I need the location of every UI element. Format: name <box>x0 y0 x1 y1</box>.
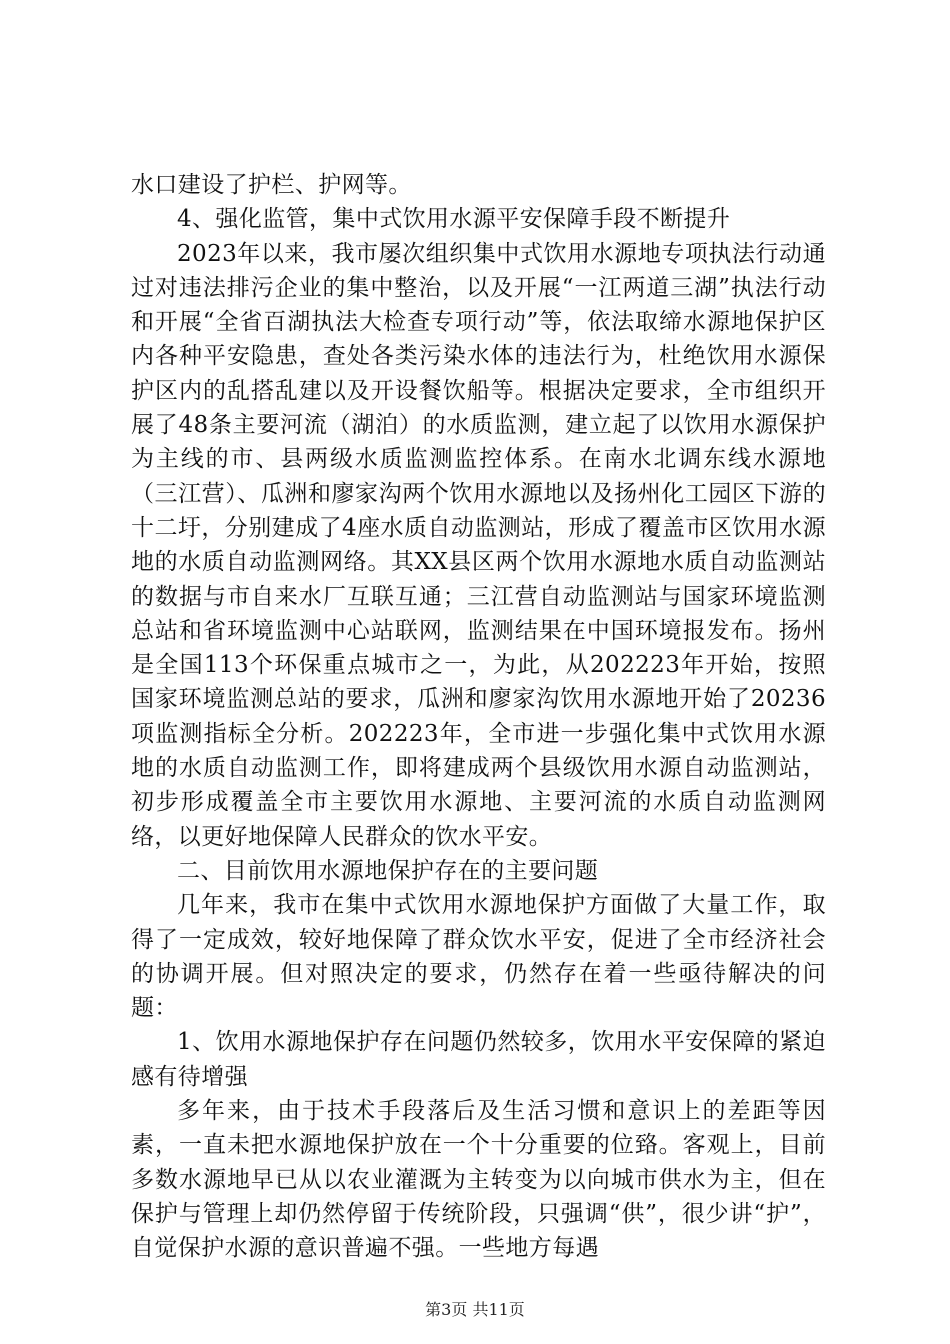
paragraph-continuation: 水口建设了护栏、护网等。 <box>131 172 412 198</box>
section-heading-strengthen-supervision: 4、强化监管，集中式饮用水源平安保障手段不断提升 <box>177 206 731 233</box>
section-heading-main-problems: 二、目前饮用水源地保护存在的主要问题 <box>177 857 599 884</box>
subheading-problem-one: 1、饮用水源地保护存在问题仍然较多，饮用水平安保障的紧迫感有待增强 <box>131 1029 826 1090</box>
paragraph-enforcement-monitoring: 2023年以来，我市屡次组织集中式饮用水源地专项执法行动通过对违法排污企业的集中整治，以及开展“一江两道三湖”执法行动和开展“全省百湖执法大检查专项行动”等，依法取缔水源地保护区内各种平安隐患，查处各类污染水体的违法行为，杜绝饮用水源保护区内的乱搭乱建以及开设餐饮船等。根据决定要求，全市组织开展了48条主要河流（湖泊）的水质监测，建立起了以饮用水源保护为主线的市、县两级水质监测监控体系。在南水北调东线水源地（三江营）、瓜洲和廖家沟两个饮用水源地以及扬州化工园区下游的十二圩，分别建成了4座水质自动监测站，形成了覆盖市区饮用水源地的水质自动监测网络。其XX县区两个饮用水源地水质自动监测站的数据与市自来水厂互联互通；三江营自动监测站与国家环境监测总站和省环境监测中心站联网，监测结果在中国环境报发布。扬州是全国113个环保重点城市之一，为此，从202223年开始，按照国家环境监测总站的要求，瓜洲和廖家沟饮用水源地开始了20236项监测指标全分析。202223年，全市进一步强化集中式饮用水源地的水质自动监测工作，即将建成两个县级饮用水源自动监测站，初步形成覆盖全市主要饮用水源地、主要河流的水质自动监测网络，以更好地保障人民群众的饮水平安。 <box>131 240 826 850</box>
page-footer: 第3页 共11页 <box>425 1300 525 1319</box>
paragraph-awareness-issues: 多年来，由于技术手段落后及生活习惯和意识上的差距等因素，一直未把水源地保护放在一个十分重要的位臵。客观上，目前多数水源地早已从以农业灌溉为主转变为以向城市供水为主，但在保护与管理上却仍然停留于传统阶段，只强调“供”，很少讲“护”，自觉保护水源的意识普遍不强。一些地方每遇 <box>131 1098 826 1262</box>
document-body <box>131 168 826 1266</box>
paragraph-achievements-and-problems: 几年来，我市在集中式饮用水源地保护方面做了大量工作，取得了一定成效，较好地保障了群众饮水平安，促进了全市经济社会的协调开展。但对照决定的要求，仍然存在着一些亟待解决的问题： <box>131 892 826 1022</box>
